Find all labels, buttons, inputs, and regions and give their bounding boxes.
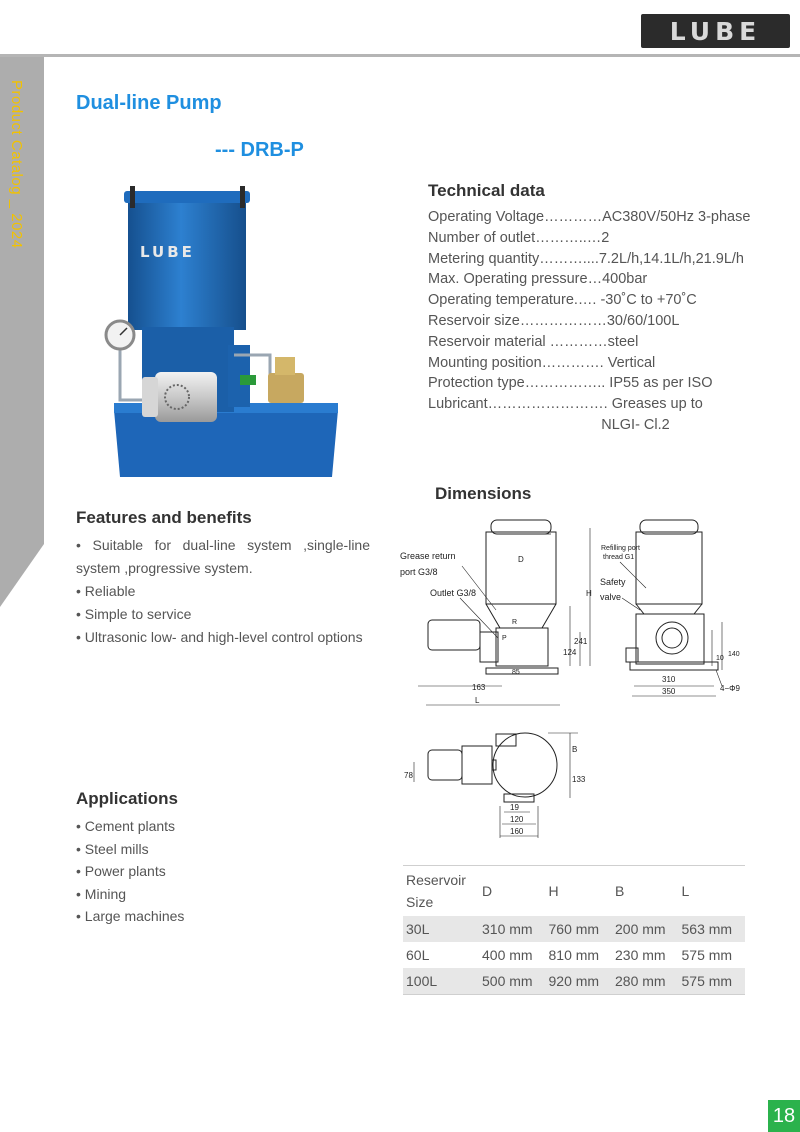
cell: 575 mm <box>681 947 733 963</box>
label-H: H <box>586 589 592 598</box>
label-124: 124 <box>563 648 577 657</box>
application-item: • Power plants <box>76 863 166 880</box>
cell: 60L <box>406 947 430 963</box>
col-header-D: D <box>479 866 546 917</box>
logo-text: LUBE <box>669 16 762 46</box>
label-133: 133 <box>572 775 586 784</box>
spec-reservoir-size: Reservoir size………………30/60/100L <box>428 312 680 329</box>
spec-max-pressure: Max. Operating pressure…400bar <box>428 271 648 288</box>
brand-logo <box>641 14 790 48</box>
applications-heading: Applications <box>76 789 179 808</box>
spec-protection-type: Protection type…………….. IP55 as per ISO <box>428 375 713 392</box>
label-78: 78 <box>404 771 413 780</box>
label-L: L <box>475 696 480 705</box>
application-item: • Mining <box>76 885 127 902</box>
spec-operating-voltage: Operating Voltage…………AC380V/50Hz 3-phase <box>428 209 751 225</box>
spec-lubricant-class: NLGI- Cl.2 <box>428 416 670 433</box>
header-divider <box>0 54 800 57</box>
table-header-row <box>403 866 745 917</box>
reservoir-size-table <box>403 865 745 995</box>
spec-operating-temperature: Operating temperature.…. -30˚C to +70˚C <box>428 292 697 309</box>
dimension-drawings <box>400 510 800 845</box>
label-140: 140 <box>728 651 740 658</box>
spec-lubricant: Lubricant……………………. Greases up to <box>428 396 703 413</box>
spec-metering-quantity: Metering quantity………....7.2L/h,14.1L/h,21.9L/h <box>428 250 744 267</box>
features-heading: Features and benefits <box>76 508 252 527</box>
page-number: 18 <box>768 1100 800 1132</box>
technical-data-list <box>428 207 788 436</box>
label-holes: 4−Φ9 <box>720 684 740 693</box>
table-row <box>403 968 745 995</box>
feature-item: • Simple to service <box>76 606 192 622</box>
col-header-reservoir-size: Reservoir Size <box>403 866 479 917</box>
label-B: B <box>572 745 578 754</box>
cell: 200 mm <box>612 916 679 942</box>
cell: 760 mm <box>546 916 613 942</box>
technical-data-heading: Technical data <box>428 181 545 200</box>
cell: 810 mm <box>548 947 600 963</box>
cell: 230 mm <box>615 947 666 963</box>
cell: 310 mm <box>479 916 546 942</box>
application-item: • Steel mills <box>76 840 149 857</box>
label-grease-return: Grease return <box>400 551 456 561</box>
col-header-B: B <box>612 866 679 917</box>
feature-item: • Suitable for dual-line system ,single-line system ,progressive system. <box>76 537 370 576</box>
spec-number-of-outlet: Number of outlet………..…2 <box>428 229 610 246</box>
cell: 575 mm <box>679 968 746 995</box>
application-item: • Large machines <box>76 908 185 925</box>
feature-item: • Reliable <box>76 583 136 599</box>
label-P: P <box>502 635 507 642</box>
cell: 563 mm <box>679 916 746 942</box>
applications-list <box>76 815 184 928</box>
pump-product-image <box>100 185 345 480</box>
label-safety: Safety <box>600 577 626 587</box>
cell: 400 mm <box>482 947 533 963</box>
spec-reservoir-material: Reservoir material …………steel <box>428 333 639 350</box>
label-outlet: Outlet G3/8 <box>430 588 477 598</box>
feature-item: • Ultrasonic low- and high-level control options <box>76 629 363 645</box>
label-valve: valve <box>600 592 622 602</box>
label-160: 160 <box>510 827 524 836</box>
dimensions-heading: Dimensions <box>435 484 532 503</box>
cell: 500 mm <box>479 968 546 995</box>
pump-brand-badge: LUBE <box>140 243 195 261</box>
label-85: 85 <box>512 669 520 676</box>
table-row <box>403 942 745 968</box>
cell: 280 mm <box>612 968 679 995</box>
label-241: 241 <box>574 637 588 646</box>
label-D: D <box>518 555 524 564</box>
label-19: 19 <box>510 803 519 812</box>
application-item: • Cement plants <box>76 818 176 834</box>
col-header-H: H <box>546 866 613 917</box>
cell: 30L <box>403 916 479 942</box>
label-refill-thread: thread G1 <box>603 554 635 561</box>
label-350: 350 <box>662 687 676 696</box>
label-310: 310 <box>662 675 676 684</box>
cell: 920 mm <box>546 968 613 995</box>
label-163: 163 <box>472 683 486 692</box>
model-subtitle: --- DRB-P <box>215 139 304 161</box>
catalog-label: Product Catalog _ 2024 <box>8 80 25 249</box>
label-10: 10 <box>716 655 724 662</box>
label-R: R <box>512 619 518 626</box>
spec-mounting-position: Mounting position…………. Vertical <box>428 354 656 371</box>
label-120: 120 <box>510 815 524 824</box>
label-grease-port: port G3/8 <box>400 567 438 577</box>
cell: 100L <box>403 968 479 995</box>
col-header-L: L <box>679 866 746 917</box>
table-row <box>403 916 745 942</box>
page-title: Dual-line Pump <box>76 92 222 114</box>
features-list <box>76 534 370 649</box>
label-refill-port: Refilling port <box>601 545 640 552</box>
